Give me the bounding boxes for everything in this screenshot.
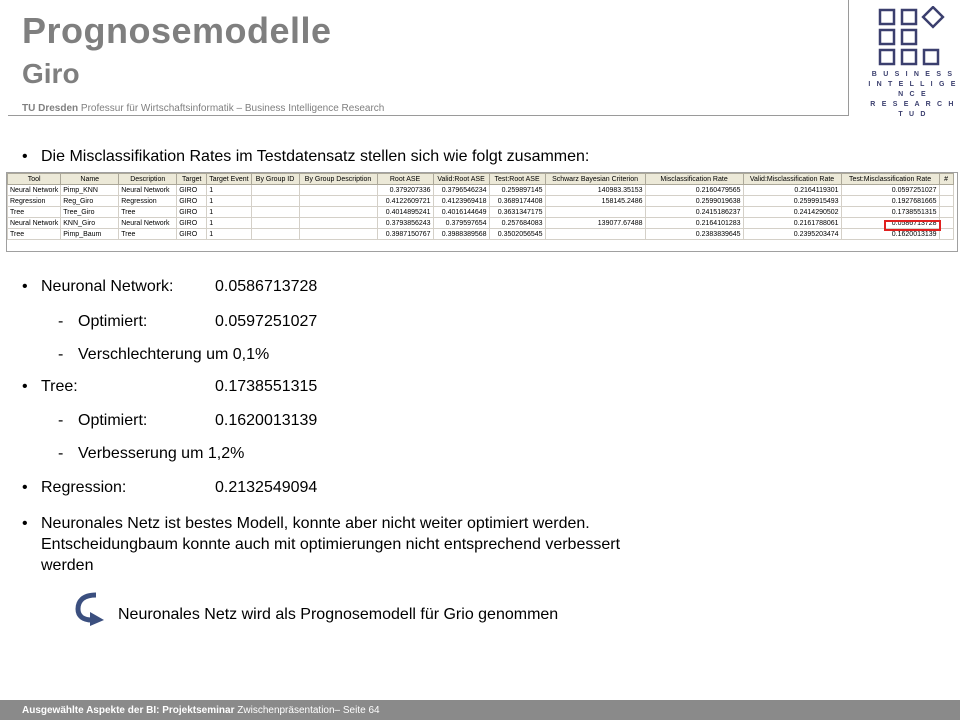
- table-cell: Neural Network: [8, 185, 61, 196]
- table-cell: 0.2161788061: [743, 218, 841, 229]
- table-row[interactable]: [8, 229, 954, 240]
- table-cell: 0.3987150767: [377, 229, 433, 240]
- table-cell: [251, 196, 299, 207]
- table-cell: KNN_Giro: [61, 218, 119, 229]
- dash: -: [58, 346, 64, 363]
- tree-change-text: Verbesserung um 1,2%: [78, 445, 245, 462]
- column-header[interactable]: Valid:Root ASE: [433, 174, 489, 185]
- table-cell: GIRO: [177, 185, 207, 196]
- table-cell: [939, 229, 953, 240]
- tree-opt-label: Optimiert:: [78, 412, 148, 429]
- table-cell: 0.3689174408: [489, 196, 545, 207]
- column-header[interactable]: #: [939, 174, 953, 185]
- table-cell: 1: [207, 218, 251, 229]
- footer-course: Ausgewählte Aspekte der BI: Projektseminar: [22, 705, 235, 716]
- table-cell: 0.2415186237: [645, 207, 743, 218]
- nn-value: 0.0586713728: [215, 278, 318, 295]
- table-cell: GIRO: [177, 196, 207, 207]
- table-cell: [251, 207, 299, 218]
- reg-value: 0.2132549094: [215, 479, 318, 496]
- table-cell: [299, 196, 377, 207]
- table-cell: [939, 207, 953, 218]
- column-header[interactable]: Test:Misclassification Rate: [841, 174, 939, 185]
- bullet-dot: •: [22, 148, 28, 165]
- table-cell: Pimp_Baum: [61, 229, 119, 240]
- column-header[interactable]: By Group Description: [299, 174, 377, 185]
- table-cell: [299, 185, 377, 196]
- table-cell: 0.1738551315: [841, 207, 939, 218]
- table-cell: Neural Network: [119, 218, 177, 229]
- table-cell: 0.3793856243: [377, 218, 433, 229]
- table-cell: 0.1620013139: [841, 229, 939, 240]
- table-cell: Tree: [8, 207, 61, 218]
- table-cell: 0.2599019638: [645, 196, 743, 207]
- column-header[interactable]: Misclassification Rate: [645, 174, 743, 185]
- column-header[interactable]: Valid:Misclassification Rate: [743, 174, 841, 185]
- header-vertical-divider: [848, 0, 849, 116]
- table-cell: Regression: [8, 196, 61, 207]
- table-cell: 0.379207336: [377, 185, 433, 196]
- bullet-dot: •: [22, 378, 28, 395]
- institution-name: TU Dresden: [22, 103, 79, 114]
- slide-title: Prognosemodelle: [22, 10, 332, 51]
- logo-line-3: R E S E A R C H T U D: [870, 101, 956, 118]
- conclusion-line-2: Entscheidungbaum konnte auch mit optimierungen nicht entsprechend verbessert: [41, 536, 621, 553]
- footer-text: [22, 705, 380, 716]
- table-cell: 0.0597251027: [841, 185, 939, 196]
- intro-text: Die Misclassifikation Rates im Testdatensatz stellen sich wie folgt zusammen:: [41, 148, 590, 165]
- table-cell: 0.3796546234: [433, 185, 489, 196]
- table-cell: [299, 229, 377, 240]
- table-cell: Tree: [119, 229, 177, 240]
- best-value-highlight: [884, 220, 941, 231]
- table-cell: Pimp_KNN: [61, 185, 119, 196]
- table-cell: 0.2599915493: [743, 196, 841, 207]
- nn-opt-value: 0.0597251027: [215, 313, 318, 330]
- table-row[interactable]: [8, 207, 954, 218]
- bullet-dot: •: [22, 479, 28, 496]
- logo-wordmark: [868, 70, 958, 120]
- table-cell: [251, 218, 299, 229]
- column-header[interactable]: Name: [61, 174, 119, 185]
- column-header[interactable]: Description: [119, 174, 177, 185]
- table-row[interactable]: [8, 196, 954, 207]
- table-cell: Tree: [119, 207, 177, 218]
- conclusion-line-3: werden: [41, 557, 94, 574]
- tree-bullet: [22, 378, 78, 396]
- nn-bullet: [22, 278, 174, 296]
- dash: -: [58, 313, 64, 330]
- table-cell: [299, 207, 377, 218]
- table-cell: 0.4122609721: [377, 196, 433, 207]
- table-cell: 0.3988389568: [433, 229, 489, 240]
- reg-bullet: [22, 479, 127, 497]
- table-cell: [939, 196, 953, 207]
- table-cell: 1: [207, 229, 251, 240]
- table-cell: 0.4014895241: [377, 207, 433, 218]
- results-table-screenshot: [6, 172, 958, 252]
- table-cell: 0.0586713728: [841, 218, 939, 229]
- department-name: Professur für Wirtschaftsinformatik – Business Intelligence Research: [80, 103, 385, 114]
- bullet-dot: •: [22, 515, 28, 532]
- table-cell: 0.1927681665: [841, 196, 939, 207]
- table-cell: 0.2383839645: [645, 229, 743, 240]
- table-cell: [251, 185, 299, 196]
- table-cell: 0.3502056545: [489, 229, 545, 240]
- curved-arrow-icon: [74, 592, 110, 626]
- column-header[interactable]: Tool: [8, 174, 61, 185]
- dash: -: [58, 445, 64, 462]
- table-cell: [545, 229, 645, 240]
- table-cell: 0.3631347175: [489, 207, 545, 218]
- table-cell: 1: [207, 185, 251, 196]
- table-cell: 158145.2486: [545, 196, 645, 207]
- conclusion-line-1: Neuronales Netz ist bestes Modell, konnte aber nicht weiter optimiert werden.: [41, 515, 590, 532]
- intro-bullet: [22, 148, 590, 166]
- column-header[interactable]: Schwarz Bayesian Criterion: [545, 174, 645, 185]
- table-cell: [939, 218, 953, 229]
- table-header-row: [8, 174, 954, 185]
- column-header[interactable]: By Group ID: [251, 174, 299, 185]
- table-cell: 0.2164101283: [645, 218, 743, 229]
- reg-label: Regression:: [41, 479, 127, 496]
- logo-line-1: B U S I N E S S: [871, 71, 955, 78]
- results-table: [7, 173, 954, 240]
- logo-line-2: I N T E L L I G E N C E: [868, 81, 958, 98]
- table-cell: 0.259897145: [489, 185, 545, 196]
- table-row[interactable]: [8, 185, 954, 196]
- table-cell: 0.2160479565: [645, 185, 743, 196]
- slide-subtitle: Giro: [22, 58, 80, 89]
- table-cell: GIRO: [177, 218, 207, 229]
- table-cell: Tree: [8, 229, 61, 240]
- table-cell: Neural Network: [119, 185, 177, 196]
- table-cell: Neural Network: [8, 218, 61, 229]
- nn-label: Neuronal Network:: [41, 278, 174, 295]
- tree-label: Tree:: [41, 378, 78, 395]
- nn-change-text: Verschlechterung um 0,1%: [78, 346, 270, 363]
- bullet-dot: •: [22, 278, 28, 295]
- dash: -: [58, 412, 64, 429]
- table-cell: [545, 207, 645, 218]
- result-text: Neuronales Netz wird als Prognosemodell für Grio genommen: [118, 606, 559, 623]
- table-cell: 0.257684083: [489, 218, 545, 229]
- table-row[interactable]: [8, 218, 954, 229]
- table-cell: 0.4016144649: [433, 207, 489, 218]
- table-body: [8, 185, 954, 240]
- table-cell: 0.379597654: [433, 218, 489, 229]
- table-cell: Tree_Giro: [61, 207, 119, 218]
- header-divider: [8, 115, 848, 116]
- table-cell: 1: [207, 207, 251, 218]
- tree-optimized: [58, 412, 148, 430]
- table-cell: Regression: [119, 196, 177, 207]
- table-cell: Reg_Giro: [61, 196, 119, 207]
- footer-page: Zwischenpräsentation– Seite 64: [234, 705, 380, 716]
- column-header[interactable]: Target: [177, 174, 207, 185]
- nn-optimized: [58, 313, 148, 331]
- table-cell: 1: [207, 196, 251, 207]
- column-header[interactable]: Test:Root ASE: [489, 174, 545, 185]
- column-header[interactable]: Root ASE: [377, 174, 433, 185]
- nn-opt-label: Optimiert:: [78, 313, 148, 330]
- table-cell: 0.2164119301: [743, 185, 841, 196]
- table-cell: 140983.35153: [545, 185, 645, 196]
- institution-line: [22, 103, 384, 114]
- table-cell: GIRO: [177, 207, 207, 218]
- table-cell: 0.2414290502: [743, 207, 841, 218]
- tree-opt-value: 0.1620013139: [215, 412, 318, 429]
- table-cell: 139077.67488: [545, 218, 645, 229]
- tree-change: [58, 445, 245, 463]
- table-cell: [299, 218, 377, 229]
- table-cell: [251, 229, 299, 240]
- table-cell: [939, 185, 953, 196]
- nn-change: [58, 346, 270, 364]
- table-cell: 0.2395203474: [743, 229, 841, 240]
- table-cell: 0.4123969418: [433, 196, 489, 207]
- column-header[interactable]: Target Event: [207, 174, 251, 185]
- conclusion-bullet: [22, 513, 621, 576]
- table-cell: GIRO: [177, 229, 207, 240]
- tree-value: 0.1738551315: [215, 378, 318, 395]
